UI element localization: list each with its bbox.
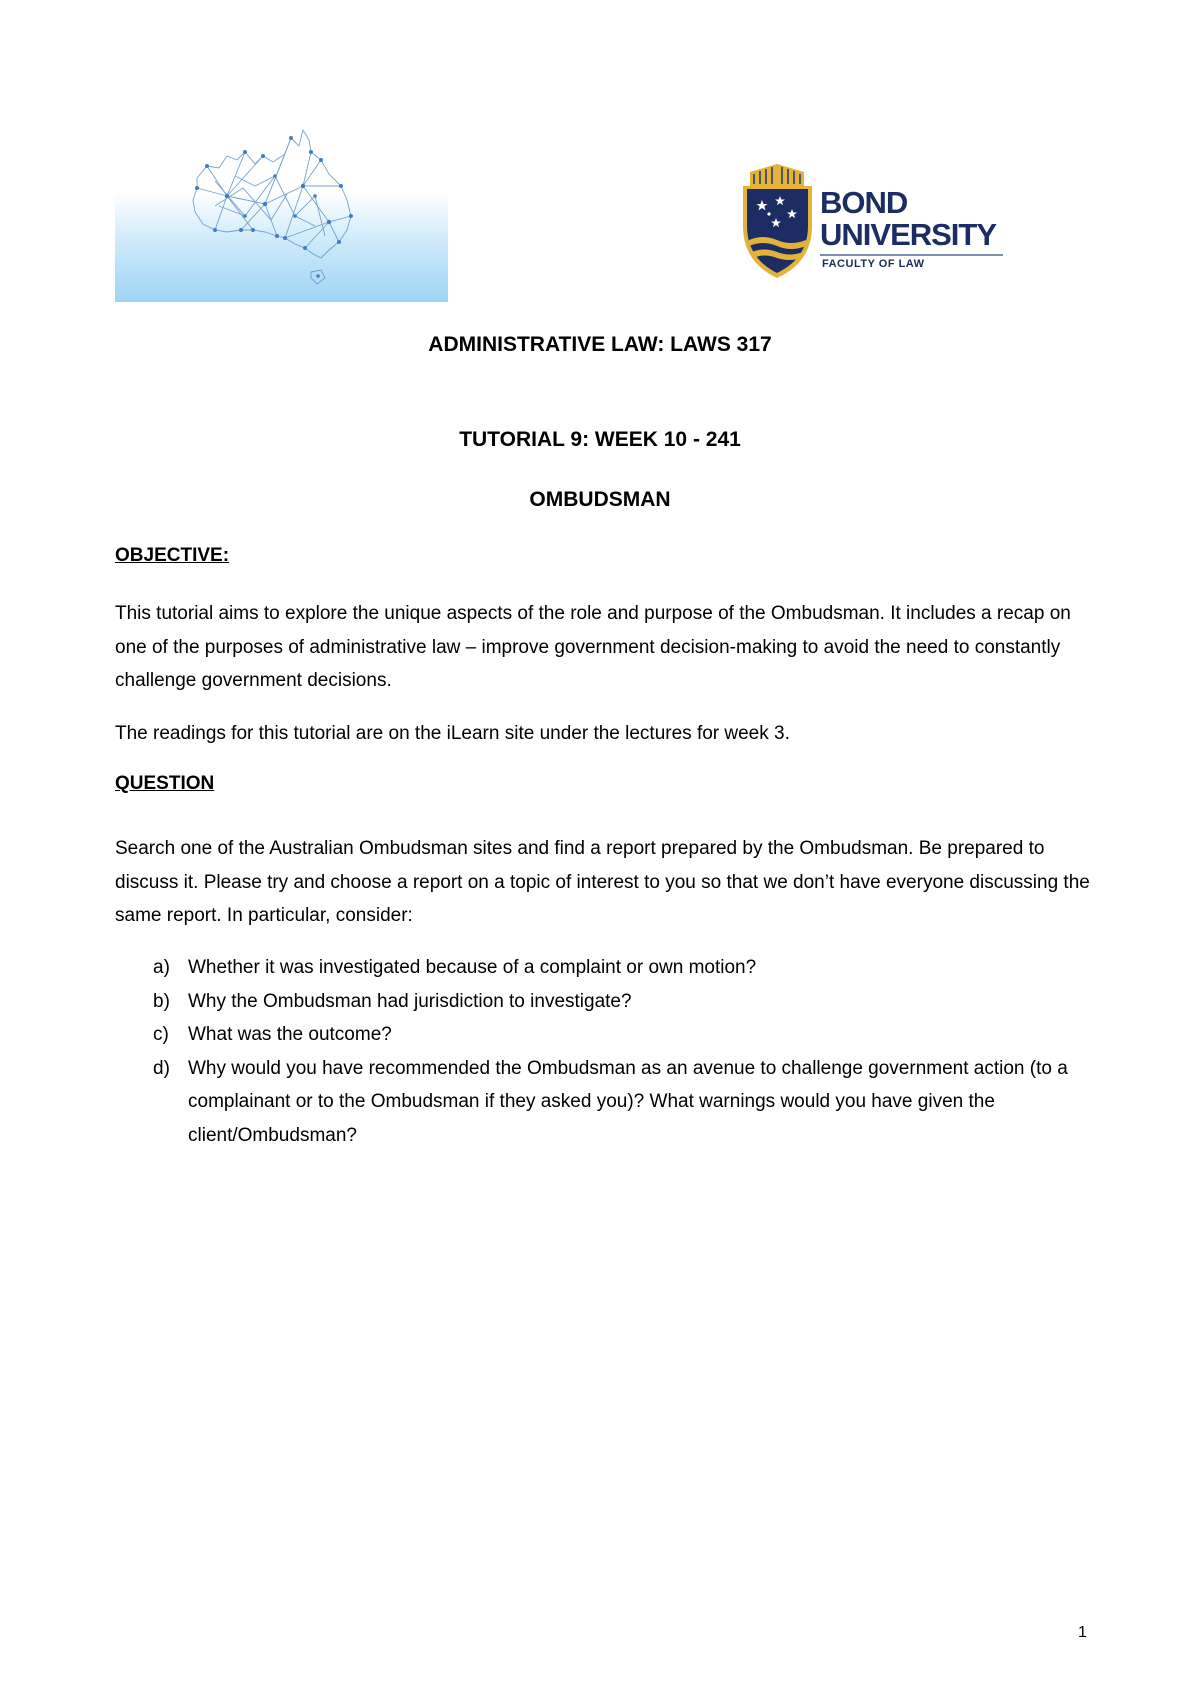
bond-name-line1: BOND xyxy=(820,185,908,220)
objective-heading: OBJECTIVE: xyxy=(115,545,230,566)
list-item xyxy=(115,951,1100,985)
bond-crest-icon xyxy=(740,154,815,280)
page-number: 1 xyxy=(1078,1624,1087,1641)
question-list xyxy=(115,951,1100,1152)
bond-divider xyxy=(820,254,1003,256)
list-marker: d) xyxy=(153,1057,170,1079)
list-item-text: Why would you have recommended the Ombudsman as an avenue to challenge government action (to a complainant or to the Ombudsman if they asked you)? What warnings would you have given the client/Ombudsman? xyxy=(188,1057,1068,1146)
list-item xyxy=(115,1052,1100,1153)
list-item xyxy=(115,1018,1100,1052)
bond-wordmark xyxy=(820,187,1010,251)
australia-map-logo xyxy=(115,126,448,302)
list-item xyxy=(115,985,1100,1019)
question-paragraph: Search one of the Australian Ombudsman sites and find a report prepared by the Ombudsman. Be prepared to discuss it. Please try and choose a report on a topic of interest to you so that we don’t have everyone discussing the same report. In particular, consider: xyxy=(115,838,1090,926)
objective-paragraph: This tutorial aims to explore the unique aspects of the role and purpose of the Ombudsman. It includes a recap on one of the purposes of administrative law – improve government decision-making to avoid the need to constantly challenge government decisions. xyxy=(115,603,1071,691)
course-title: ADMINISTRATIVE LAW: LAWS 317 xyxy=(428,333,772,356)
bond-name-line2: UNIVERSITY xyxy=(820,217,997,252)
list-marker: a) xyxy=(153,957,170,978)
bond-university-logo xyxy=(740,154,1010,282)
list-marker: b) xyxy=(153,990,170,1012)
list-item-text: What was the outcome? xyxy=(188,1024,392,1045)
bond-faculty-label: FACULTY OF LAW xyxy=(822,258,925,270)
list-item-text: Why the Ombudsman had jurisdiction to investigate? xyxy=(188,990,632,1012)
topic-title: OMBUDSMAN xyxy=(529,488,671,511)
question-heading: QUESTION xyxy=(115,773,215,794)
australia-network-graphic xyxy=(115,126,448,302)
tutorial-title: TUTORIAL 9: WEEK 10 - 241 xyxy=(459,428,741,451)
list-marker: c) xyxy=(153,1024,169,1045)
readings-paragraph: The readings for this tutorial are on the iLearn site under the lectures for week 3. xyxy=(115,723,790,744)
list-item-text: Whether it was investigated because of a complaint or own motion? xyxy=(188,957,757,978)
